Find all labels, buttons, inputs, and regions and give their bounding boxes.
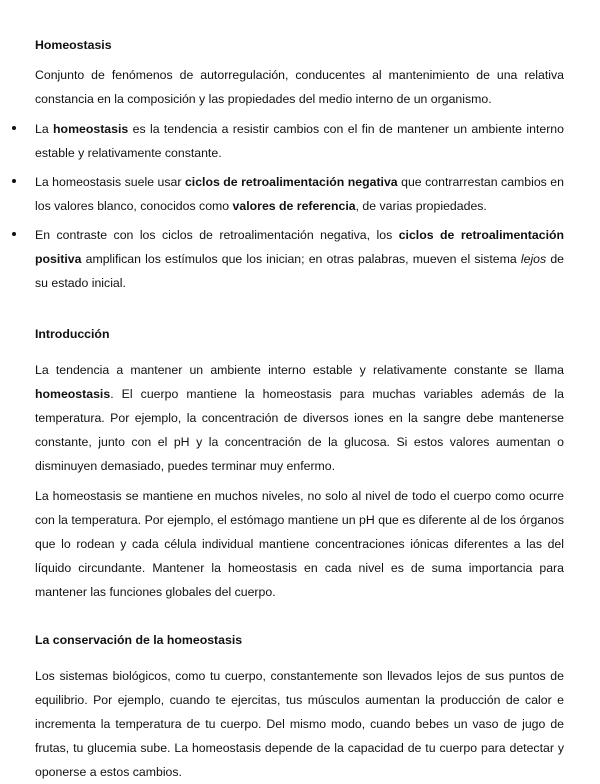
- list-item: [35, 117, 564, 165]
- section-title-introduccion: Introducción: [35, 327, 110, 341]
- conservation-paragraph: Los sistemas biológicos, como tu cuerpo, constantemente son llevados lejos de sus puntos de equilibrio. Por ejemplo, cuando te ejercitas, tus músculos aumentan la producción de calor e incrementa la temperatura de tu cuerpo. Del mismo modo, cuando bebes un vaso de jugo de frutas, tu glucemia sube. La homeostasis depende de la capacidad de tu cuerpo para detectar y oponerse a estos cambios.: [35, 669, 564, 779]
- italic-term: lejos: [520, 252, 547, 266]
- list-item: [35, 170, 564, 218]
- text-run: es la tendencia a resistir cambios con el fin de mantener un ambiente interno estable y relativamente constante.: [35, 122, 564, 160]
- bold-term: homeostasis: [53, 122, 129, 136]
- text-run: , de varias propiedades.: [355, 199, 487, 213]
- definition-paragraph: Conjunto de fenómenos de autorregulación, conducentes al mantenimiento de una relativa constancia en la composición y las propiedades del medio interno de un organismo.: [35, 68, 564, 106]
- key-points-list: [35, 117, 564, 295]
- text-run: que contrarrestan cambios en los valores blanco, conocidos como: [35, 175, 564, 213]
- text-run: La: [35, 122, 54, 136]
- bold-term: ciclos de retroalimentación positiva: [35, 228, 565, 266]
- text-run: de su estado inicial.: [35, 252, 564, 290]
- text-run: La tendencia a mantener un ambiente interno estable y relativamente constante se llama: [35, 363, 564, 377]
- text-run: amplifican los estímulos que los inician; en otras palabras, mueven el sistema: [81, 252, 521, 266]
- bullet-icon: [12, 179, 16, 183]
- text-run: En contraste con los ciclos de retroalimentación negativa, los: [35, 228, 399, 242]
- list-item: [35, 223, 564, 295]
- section-title-homeostasis: Homeostasis: [35, 38, 112, 52]
- text-run: . El cuerpo mantiene la homeostasis para muchas variables además de la temperatura. Por ejemplo, la concentración de diversos iones en la sangre debe mantenerse constante, junto con el pH y la concentración de la glucosa. Si estos valores aumentan o disminuyen demasiado, puedes terminar muy enfermo.: [35, 387, 564, 473]
- text-run: La homeostasis suele usar: [35, 175, 185, 189]
- bullet-icon: [12, 232, 16, 236]
- intro-paragraph-1: [35, 358, 564, 478]
- bold-term: homeostasis: [35, 387, 111, 401]
- intro-paragraph-2: La homeostasis se mantiene en muchos niveles, no solo al nivel de todo el cuerpo como ocurre con la temperatura. Por ejemplo, el estómago mantiene un pH que es diferente al de los órganos que lo rodean y cada célula individual mantiene concentraciones iónicas diferentes a las del líquido circundante. Mantener la homeostasis en cada nivel es de suma importancia para mantener las funciones globales del cuerpo.: [35, 489, 564, 599]
- bold-term: ciclos de retroalimentación negativa: [184, 175, 398, 189]
- section-title-conservacion: La conservación de la homeostasis: [35, 633, 243, 647]
- bullet-icon: [12, 126, 16, 130]
- bold-term: valores de referencia: [232, 199, 356, 213]
